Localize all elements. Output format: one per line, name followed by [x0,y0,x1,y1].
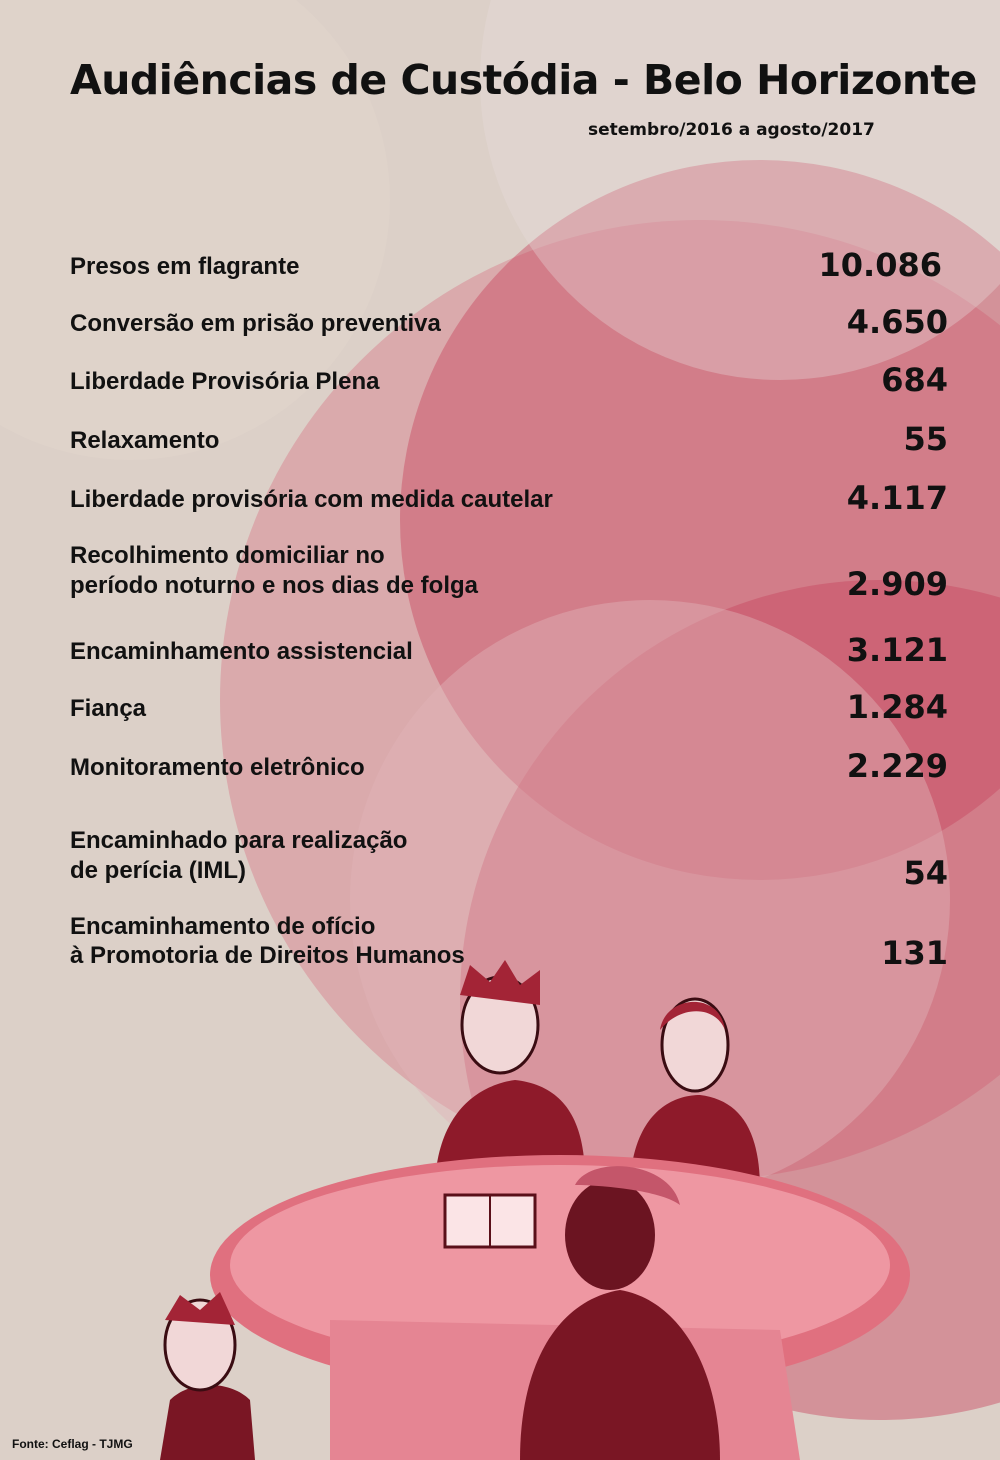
stat-value: 1.284 [846,688,948,726]
stat-label-line: Encaminhamento de ofício [70,913,376,940]
stat-label: Presos em flagrante [70,253,300,280]
stat-value: 55 [903,420,948,458]
source-note: Fonte: Ceflag - TJMG [12,1437,133,1451]
stat-label-line: Recolhimento domiciliar no [70,542,385,569]
stat-value: 10.086 [818,246,942,284]
stat-label-line: à Promotoria de Direitos Humanos [70,942,465,969]
stat-value: 684 [881,361,948,399]
period-subtitle: setembro/2016 a agosto/2017 [588,120,875,140]
stat-label: Relaxamento [70,427,220,454]
stat-value: 4.117 [846,479,948,517]
page-title: Audiências de Custódia - Belo Horizonte [70,56,977,104]
stat-label: Conversão em prisão preventiva [70,310,441,337]
stat-value: 2.229 [846,747,948,785]
stat-label: Fiança [70,695,147,722]
stat-value: 3.121 [846,631,948,669]
stat-label: Encaminhamento assistencial [70,638,413,665]
stat-label: Liberdade Provisória Plena [70,368,380,395]
stat-value: 4.650 [846,303,948,341]
stat-label-line: Encaminhado para realização [70,827,408,854]
stat-label: Liberdade provisória com medida cautelar [70,486,553,513]
stat-value: 2.909 [846,565,948,603]
stat-value: 54 [903,854,948,892]
stat-label-line: período noturno e nos dias de folga [70,572,479,599]
stat-value: 131 [881,934,948,972]
stat-label-line: de perícia (IML) [70,857,247,884]
stat-label: Monitoramento eletrônico [70,754,365,781]
